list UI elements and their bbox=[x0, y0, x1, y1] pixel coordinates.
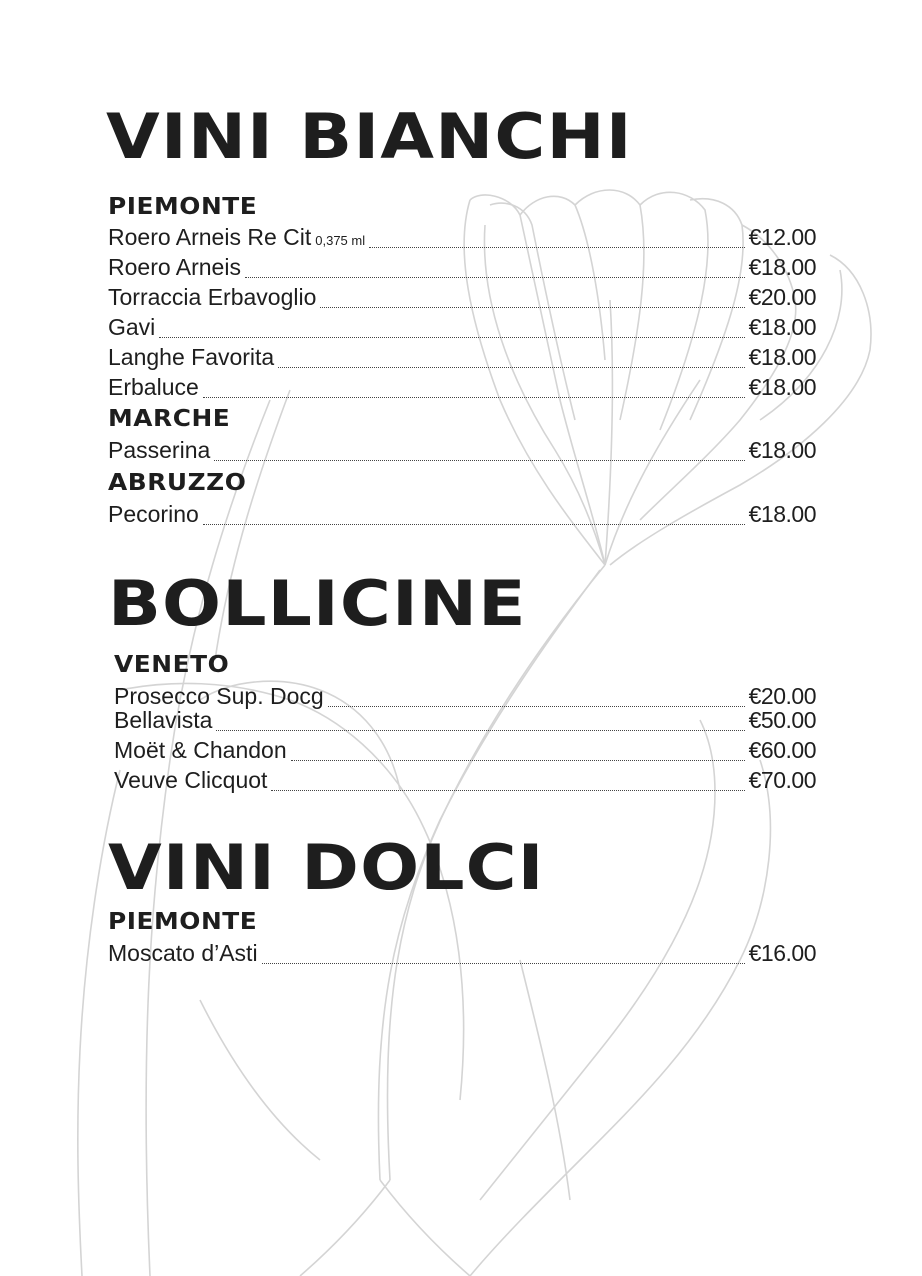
section-title-bollicine: BOLLICINE bbox=[108, 567, 527, 640]
dot-leader bbox=[216, 730, 744, 731]
region-veneto: VENETO bbox=[114, 652, 230, 678]
dot-leader bbox=[328, 706, 745, 707]
region-marche: MARCHE bbox=[108, 406, 231, 432]
wine-name: Roero Arneis bbox=[108, 254, 241, 280]
section-title-vini-bianchi: VINI BIANCHI bbox=[106, 100, 633, 173]
wine-name: Roero Arneis Re Cit bbox=[108, 224, 312, 250]
wine-row bbox=[114, 739, 816, 765]
dot-leader bbox=[214, 460, 744, 461]
dot-leader bbox=[278, 367, 744, 368]
region-piemonte: PIEMONTE bbox=[108, 194, 258, 220]
wine-name: Gavi bbox=[108, 314, 156, 340]
wine-row bbox=[108, 286, 816, 312]
wine-row bbox=[108, 256, 816, 282]
wine-row bbox=[108, 942, 816, 968]
dot-leader bbox=[271, 790, 744, 791]
wine-price: €60.00 bbox=[748, 737, 816, 763]
wine-price: €18.00 bbox=[748, 374, 816, 400]
wine-name: Moët & Chandon bbox=[114, 737, 287, 763]
wine-row bbox=[108, 226, 816, 252]
dot-leader bbox=[159, 337, 744, 338]
wine-price: €18.00 bbox=[748, 501, 816, 527]
wine-price: €20.00 bbox=[748, 284, 816, 310]
dot-leader bbox=[369, 247, 745, 248]
region-piemonte: PIEMONTE bbox=[108, 909, 258, 935]
wine-price: €18.00 bbox=[748, 437, 816, 463]
wine-row bbox=[108, 346, 816, 372]
wine-row bbox=[114, 709, 816, 735]
wine-size-note: 0,375 ml bbox=[315, 233, 366, 248]
wine-name: Pecorino bbox=[108, 501, 199, 527]
wine-name: Torraccia Erbavoglio bbox=[108, 284, 317, 310]
wine-price: €50.00 bbox=[748, 707, 816, 733]
dot-leader bbox=[320, 307, 744, 308]
wine-name: Passerina bbox=[108, 437, 211, 463]
region-abruzzo: ABRUZZO bbox=[108, 470, 247, 496]
wine-row bbox=[108, 376, 816, 402]
wine-row bbox=[108, 439, 816, 465]
wine-price: €18.00 bbox=[748, 344, 816, 370]
wine-name: Bellavista bbox=[114, 707, 213, 733]
dot-leader bbox=[203, 397, 745, 398]
wine-row bbox=[108, 503, 816, 529]
dot-leader bbox=[203, 524, 745, 525]
wine-price: €18.00 bbox=[748, 254, 816, 280]
wine-row bbox=[114, 769, 816, 795]
wine-row bbox=[108, 316, 816, 342]
wine-name: Erbaluce bbox=[108, 374, 199, 400]
wine-price: €20.00 bbox=[748, 683, 816, 709]
wine-row bbox=[114, 685, 816, 711]
wine-name: Moscato d’Asti bbox=[108, 940, 258, 966]
wine-price: €12.00 bbox=[748, 224, 816, 250]
wine-price: €70.00 bbox=[748, 767, 816, 793]
section-title-vini-dolci: VINI DOLCI bbox=[108, 831, 545, 904]
wine-name: Veuve Clicquot bbox=[114, 767, 268, 793]
dot-leader bbox=[262, 963, 745, 964]
dot-leader bbox=[291, 760, 745, 761]
wine-name: Langhe Favorita bbox=[108, 344, 275, 370]
wine-price: €18.00 bbox=[748, 314, 816, 340]
wine-price: €16.00 bbox=[748, 940, 816, 966]
dot-leader bbox=[245, 277, 745, 278]
wine-name: Prosecco Sup. Docg bbox=[114, 683, 324, 709]
